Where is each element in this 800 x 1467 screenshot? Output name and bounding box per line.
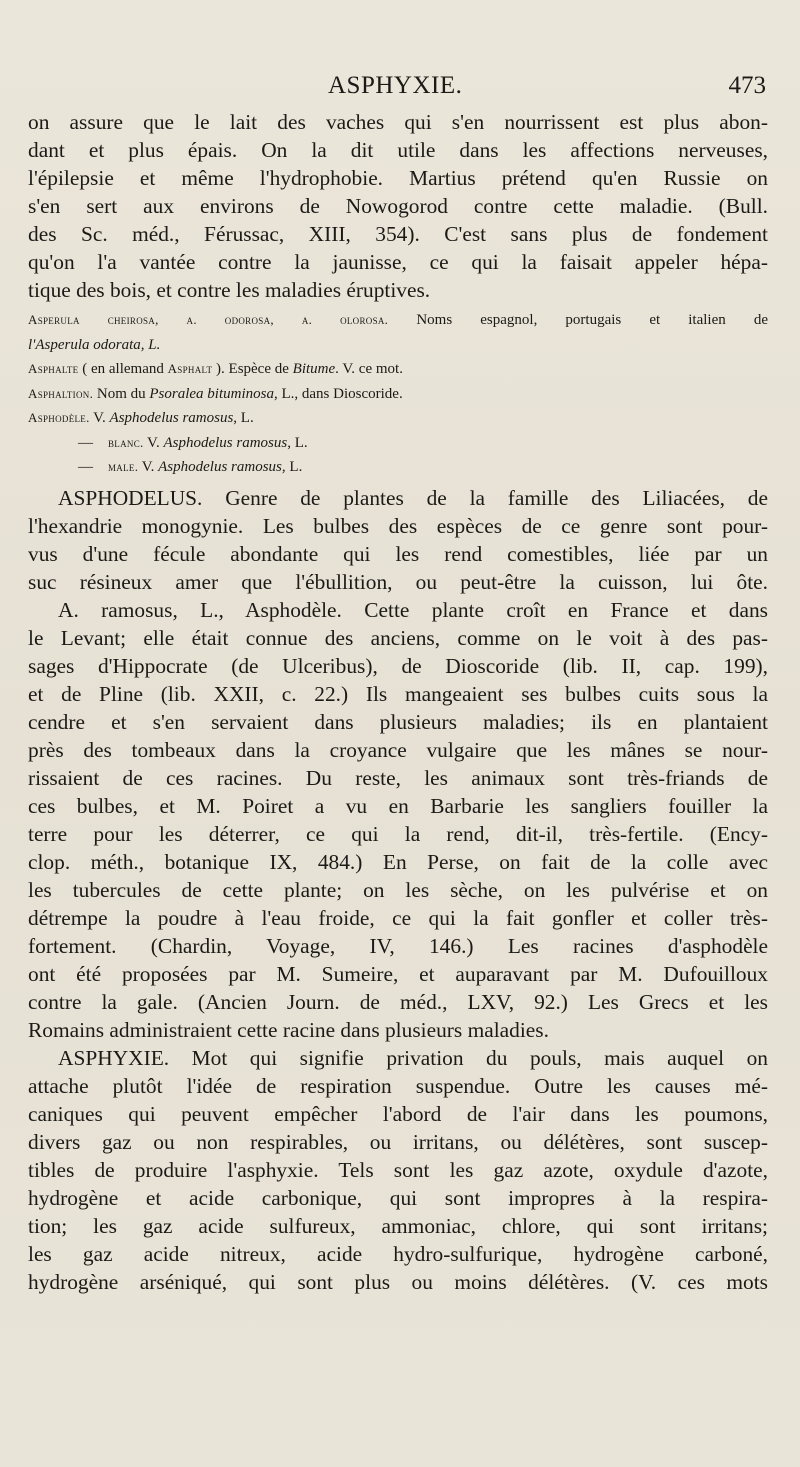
text-line: l'épilepsie et même l'hydrophobie. Martius prétend qu'en Russie on: [28, 166, 768, 190]
text-line: fortement. (Chardin, Voyage, IV, 146.) Les racines d'asphodèle: [28, 933, 768, 958]
text-line: clop. méth., botanique IX, 484.) En Perse, on fait de la colle avec: [28, 849, 768, 874]
text-line: suc résineux amer que l'ébullition, ou peut-être la cuisson, lui ôte.: [28, 569, 768, 594]
text-line: tibles de produire l'asphyxie. Tels sont les gaz azote, oxydule d'azote,: [28, 1157, 768, 1182]
text-line: vus d'une fécule abondante qui les rend comestibles, liée par un: [28, 541, 768, 566]
entry-text: . V. ce mot.: [335, 361, 403, 377]
text-line: attache plutôt l'idée de respiration suspendue. Outre les causes mé-: [28, 1073, 768, 1098]
text-line: qu'on l'a vantée contre la jaunisse, ce qui la faisait appeler hépa-: [28, 250, 768, 274]
dash: —: [78, 434, 93, 451]
text-line: s'en sert aux environs de Nowogorod contre cette maladie. (Bull.: [28, 194, 768, 218]
paragraph-continuation: [28, 108, 768, 304]
entry-text: Psoralea bituminosa: [149, 385, 274, 402]
entry-text: , L., dans Dioscoride.: [273, 385, 403, 402]
entry-term: Asphaltion.: [28, 385, 94, 401]
entry-asphalte: [28, 357, 768, 382]
entry-text: V.: [138, 459, 159, 475]
text-line: A. ramosus, L., Asphodèle. Cette plante croît en France et dans: [58, 597, 768, 622]
text-line: ces bulbes, et M. Poiret a vu en Barbarie les sangliers fouiller la: [28, 793, 768, 818]
entry-text: , L.: [287, 434, 308, 451]
minor-entries: [28, 308, 768, 480]
entry-text: Asphodelus ramosus: [163, 434, 288, 451]
text-line: ASPHODELUS. Genre de plantes de la famille des Liliacées, de: [58, 485, 768, 510]
entry-text: Asphodelus ramosus: [109, 410, 234, 426]
text-line: sages d'Hippocrate (de Ulceribus), de Dioscoride (lib. II, cap. 199),: [28, 653, 768, 678]
text-line: on assure que le lait des vaches qui s'en nourrissent est plus abon-: [28, 110, 768, 134]
text-line: hydrogène arséniqué, qui sont plus ou moins délétères. (V. ces mots: [28, 1269, 768, 1294]
entry-term: Asperula cheirosa, a. odorosa, a. olorosa.: [28, 312, 389, 327]
entry-text: Bitume: [292, 361, 336, 377]
entry-term: blanc.: [108, 434, 144, 450]
entry-asperula: [28, 308, 768, 333]
text-line: les gaz acide nitreux, acide hydro-sulfurique, hydrogène carboné,: [28, 1241, 768, 1266]
entry-text: V.: [89, 410, 110, 426]
entry-text: , L.: [233, 410, 254, 426]
running-head: ASPHYXIE.: [328, 72, 463, 99]
text-line: les tubercules de cette plante; on les sèche, on les pulvérise et on: [28, 877, 768, 902]
text-line: détrempe la poudre à l'eau froide, ce qui la fait gonfler et coller très-: [28, 905, 768, 930]
text-line: près des tombeaux dans la croyance vulgaire que les mânes se nour-: [28, 737, 768, 762]
page-header: [0, 72, 800, 106]
entry-text: ( en allemand: [78, 361, 168, 377]
entry-text: Nom du: [93, 385, 150, 402]
dash: —: [78, 459, 93, 475]
text-line: l'hexandrie monogynie. Les bulbes des espèces de ce genre sont pour-: [28, 513, 768, 538]
text-line: et de Pline (lib. XXII, c. 22.) Ils mangeaient ses bulbes cuits sous la: [28, 681, 768, 706]
entry-text: ). Espèce de: [212, 361, 293, 377]
text-line: dant et plus épais. On la dit utile dans les affections nerveuses,: [28, 138, 768, 162]
text-line: des Sc. méd., Férussac, XIII, 354). C'est sans plus de fondement: [28, 222, 768, 246]
entry-term: Asphalt: [167, 361, 213, 376]
entry-text: , L.: [281, 459, 303, 475]
page-text: [28, 108, 768, 1296]
entry-text: Noms espagnol, portugais et italien de: [388, 312, 768, 328]
text-line: divers gaz ou non respirables, ou irritans, ou délétères, sont suscep-: [28, 1129, 768, 1154]
entry-asphyxie: [28, 1044, 768, 1296]
text-line: ont été proposées par M. Sumeire, et auparavant par M. Dufouilloux: [28, 961, 768, 986]
entry-a-ramosus: [28, 596, 768, 1044]
entry-term: Asphalte: [28, 361, 79, 376]
text-line: cendre et s'en servaient dans plusieurs maladies; ils en plantaient: [28, 709, 768, 734]
text-line: tion; les gaz acide sulfureux, ammoniac, chlore, qui sont irritans;: [28, 1213, 768, 1238]
entry-asphodele-male: [28, 455, 768, 480]
entry-term: Asphodèle.: [28, 410, 90, 425]
entry-text: V.: [143, 434, 164, 451]
text-line: rissaient de ces racines. Du reste, les animaux sont très-friands de: [28, 765, 768, 790]
entry-asphaltion: [28, 382, 768, 407]
text-line: terre pour les déterrer, ce qui la rend, dit-il, très-fertile. (Ency-: [28, 821, 768, 846]
entry-text: Asphodelus ramosus: [158, 459, 282, 475]
entry-text: l'Asperula odorata, L.: [28, 336, 161, 353]
text-line: Romains administraient cette racine dans plusieurs maladies.: [28, 1017, 549, 1042]
entry-asphodele-blanc: [28, 431, 768, 456]
text-line: contre la gale. (Ancien Journ. de méd., LXV, 92.) Les Grecs et les: [28, 989, 768, 1014]
entry-term: male.: [108, 459, 139, 474]
text-line: ASPHYXIE. Mot qui signifie privation du pouls, mais auquel on: [58, 1045, 768, 1070]
text-line: caniques qui peuvent empêcher l'abord de l'air dans les poumons,: [28, 1101, 768, 1126]
page-number: 473: [728, 72, 766, 99]
entry-asperula-cont: [28, 333, 768, 358]
text-line: tique des bois, et contre les maladies éruptives.: [28, 278, 431, 302]
text-line: hydrogène et acide carbonique, qui sont impropres à la respira-: [28, 1185, 768, 1210]
text-line: le Levant; elle était connue des anciens, comme on le voit à des pas-: [28, 625, 768, 650]
entry-asphodelus: [28, 484, 768, 596]
entry-asphodele: [28, 406, 768, 431]
